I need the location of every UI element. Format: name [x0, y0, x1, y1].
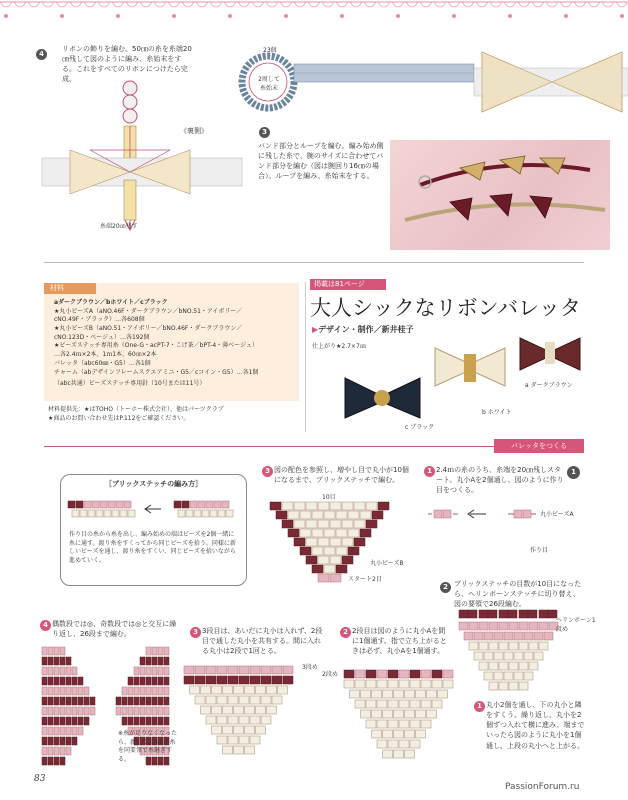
- section-heading: バレッタをつくる: [494, 439, 584, 453]
- label-b: b ホワイト: [482, 409, 512, 416]
- rows-label: 23個: [263, 47, 277, 54]
- material-line: バレッタ（abc60㎜・G5）…各1個: [54, 359, 151, 367]
- material-line: cNO.49F・ブラック）…各608個: [54, 316, 145, 324]
- step-3-text: バンド部分とループを編む。編み始め側に残した糸で、腕のサイズに合わせてバンド部分を編む（図は腕回り16㎝の場合）。ループを編み、糸始末をする。: [258, 142, 384, 181]
- material-line: …各2.4ｍ×2本、1ｍ1本、60㎝×2本: [54, 351, 157, 359]
- herringbone-label: ヘリンボーン1段め: [556, 617, 596, 633]
- step-3b-text: 図の配色を参照し、増やし目で丸小が10個になるまで、ブリックステッチで編む。: [274, 466, 409, 485]
- brick-stitch-diagram: [66, 495, 241, 527]
- step-2-badge: 2: [440, 582, 451, 593]
- brick-stitch-text: 作り目の糸から糸を出し、編み始めの端はビーズを2個一緒に糸に通す。渡り糸をすくってから同じビーズを拾う。同様に新しいビーズを通し、渡り糸をすくい、同じビーズを拾いながら進めていく。: [69, 531, 236, 565]
- step-4b-badge: 4: [40, 620, 51, 631]
- supplier-note: 材料提供先：★はTOHO（トーホー株式会社）、他はパーツクラブ: [48, 406, 224, 413]
- row2-label: 2段め: [322, 671, 338, 678]
- material-line: aダークブラウン／bホワイト／cブラック: [54, 299, 168, 306]
- credit-text: デザイン・制作／新井桂子: [318, 325, 414, 334]
- bracelet-loop-diagram: [232, 46, 628, 124]
- thread-end-label: 糸端20㎝残す: [100, 223, 138, 230]
- step-2-text: ブリックステッチの目数が10目になったら、ヘリンボーンステッチに切り替え、図の要領で26段編む。: [454, 580, 582, 609]
- material-line: ★ビーズステッチ専用糸（One-G・acPT-7・こげ茶／bPT-4・薄ベージュ）: [54, 342, 258, 350]
- label-c: c ブラック: [405, 424, 435, 431]
- triangle-diagram: [265, 500, 415, 590]
- ribbon-back-diagram: [30, 80, 260, 240]
- sew-label: 2周して糸始末: [258, 76, 280, 92]
- watermark: PassionForum.ru: [505, 782, 580, 792]
- step-6-text: 2段目は図のように丸小Aを間に1個通す。指で立ち上がるときは必ず、丸小Aを1個通す。: [352, 627, 447, 656]
- material-line: （abc共通）ビーズステッチ専用針（10号または11号）: [54, 380, 206, 388]
- materials-box: [44, 283, 299, 401]
- bead-b-label: 丸小ビーズB: [370, 560, 404, 567]
- decorative-top-border: [0, 0, 628, 22]
- start-row-label: 作り目: [530, 547, 549, 554]
- material-line: cNO.123D・ベージュ）…各192個: [54, 333, 150, 341]
- material-line: ★丸小ビーズA（aNO.46F・ダークブラウン／bNO.51・アイボリー／: [54, 307, 243, 315]
- title-divider: [305, 282, 306, 432]
- step-7-text: 丸小2個を通し、下の丸小と隣をすくう。繰り返し、丸小を2個ずつ入れて横に進み、端までいったら図のように丸小を1個通し、上段の丸小へと上がる。: [486, 701, 585, 750]
- brick-stitch-box: [60, 474, 247, 586]
- finished-size: 仕上がり★2.7×7㎝: [312, 343, 366, 350]
- materials-list: [54, 299, 294, 389]
- step-1-badge: 1: [424, 466, 435, 477]
- material-line: チャーム（abデザインフレームスクエアミニ・G5／cコイン・G5）…各1個: [54, 368, 259, 376]
- thread-note: ※糸が足りなくなったら、新しく2.4ｍの糸を同要領で糸継ぎする。: [118, 730, 178, 764]
- bracelet-photo: [390, 140, 610, 250]
- count-10-label: 10目: [322, 494, 336, 501]
- inquiry-note: ★商品のお問い合わせ先はP.112をご確認ください。: [48, 415, 190, 422]
- materials-heading: 材料: [44, 283, 96, 294]
- page-ref-tag: 掲載は81ページ: [310, 279, 386, 290]
- back-side-label: 《裏側》: [180, 127, 208, 135]
- step-3-badge: 3: [259, 127, 270, 138]
- step-1-big-badge: 1: [567, 466, 580, 479]
- bead-a-label: 丸小ビーズA: [540, 511, 574, 518]
- brick-stitch-title: ［ブリックステッチの編み方］: [104, 480, 203, 488]
- row3-diagram: [180, 662, 300, 772]
- barrette-photos: [330, 330, 600, 430]
- step-6-badge: 2: [340, 627, 351, 638]
- step-3b-badge: 3: [262, 466, 273, 477]
- label-a: a ダークブラウン: [525, 382, 573, 389]
- step-4b-text: 偶数段では◎、奇数段では◎と交互に繰り返し、26段まで編む。: [52, 620, 177, 639]
- step-4-text: リボンの飾りを編む。50㎝の糸を糸端20㎝残して図のように編み、糸始末をする。これをすべてのリボンにつけたら完成。: [62, 45, 192, 84]
- step-7-badge: 1: [474, 701, 485, 712]
- start-row-diagram: [428, 500, 568, 545]
- row3-label: 3段め: [302, 664, 318, 671]
- row2-diagram: [340, 664, 460, 764]
- step-4-badge: 4: [36, 49, 47, 60]
- design-credit: ▶デザイン・制作／新井桂子: [312, 325, 414, 334]
- step-5-text: 3段目は、あいだに丸小は入れず、2段目で通した丸小を共有する。間に入れる丸小は2段で1回とる。: [202, 627, 323, 656]
- project-title: 大人シックなリボンバレッタ: [310, 296, 581, 320]
- start-label: スタート2目: [348, 576, 382, 583]
- divider: [44, 262, 584, 263]
- page-number: 83: [34, 774, 46, 784]
- step-1-text: 2.4ｍの糸のうち、糸端を20㎝残しスタート。丸小Aを2個通し、図のように作り目をつくる。: [436, 466, 564, 495]
- step-5-badge: 3: [190, 627, 201, 638]
- material-line: ★丸小ビーズB（aNO.51・アイボリー／bNO.46F・ダークブラウン／: [54, 325, 243, 333]
